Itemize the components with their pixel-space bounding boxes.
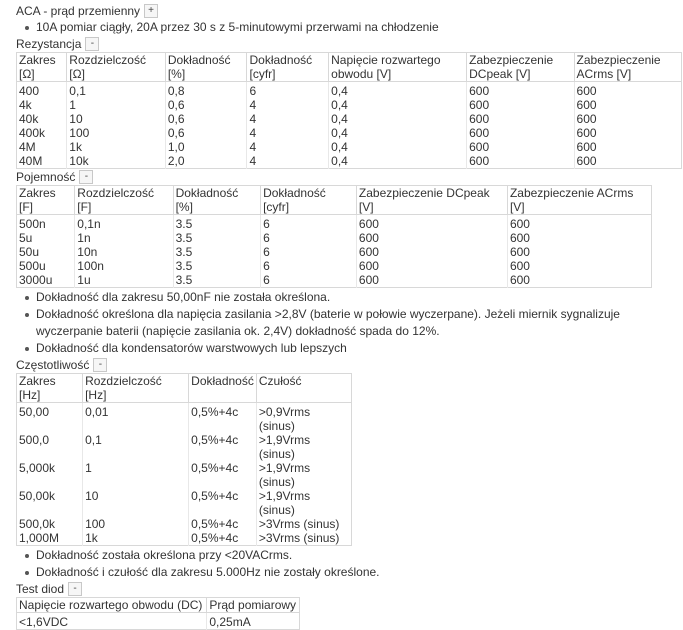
table-cell: 600 — [467, 112, 574, 126]
table-cell: 500u — [19, 259, 46, 273]
table-cell: <1,6VDC — [19, 615, 69, 629]
column-header — [329, 53, 467, 82]
table-cell: 3.5 — [173, 273, 261, 288]
section-title: Test diod — [16, 582, 65, 596]
table-cell: 500,0 — [19, 433, 50, 447]
table-cell: 600 — [574, 140, 681, 154]
table-cell: 0,5%+4c — [189, 489, 257, 517]
table-cell: 600 — [356, 215, 507, 232]
table-cell: 6 — [261, 215, 357, 232]
column-header: Rozdzielczość [Hz] — [83, 374, 189, 403]
note-item: Dokładność dla zakresu 50,00nF nie została określona. — [16, 289, 683, 306]
table-cell: 0,25mA — [207, 613, 300, 630]
table-cell: 0,6 — [165, 112, 247, 126]
table-cell: 0,1 — [83, 433, 189, 461]
table-cell: 600 — [574, 82, 681, 99]
section-test-diod-header — [16, 581, 683, 597]
table-row — [17, 517, 352, 531]
table-cell: 1k — [67, 140, 166, 154]
table-cell: 400k — [19, 126, 46, 140]
table-row — [17, 489, 352, 517]
column-header-line: Zakres — [19, 53, 56, 67]
column-header-line: ACrms [V] — [576, 67, 632, 81]
table-cell: 4 — [247, 98, 329, 112]
collapse-toggle-button[interactable]: - — [68, 582, 82, 596]
table-cell: 50,00 — [19, 405, 50, 419]
table-cell: 600 — [507, 245, 651, 259]
column-header: Zakres [F] — [17, 186, 75, 215]
table-cell: 0,01 — [83, 403, 189, 434]
table-cell: 1u — [75, 273, 173, 288]
column-header — [467, 53, 574, 82]
column-header: Zabezpieczenie ACrms [V] — [507, 186, 651, 215]
table-cell: 1,000M — [19, 531, 60, 545]
column-header-line: [Ω] — [69, 67, 85, 81]
table-row — [17, 403, 352, 434]
table-cell: 600 — [356, 273, 507, 288]
note-item: 10A pomiar ciągły, 20A przez 30 s z 5-minutowymi przerwami na chłodzenie — [16, 19, 683, 36]
table-cell: 600 — [356, 259, 507, 273]
table-cell: 600 — [507, 215, 651, 232]
column-header: Dokładność — [189, 374, 257, 403]
table-row — [17, 231, 652, 245]
column-header — [67, 53, 166, 82]
column-header-line: [Ω] — [19, 67, 35, 81]
column-header-line: Zabezpieczenie — [576, 53, 661, 67]
table-cell: 3.5 — [173, 259, 261, 273]
table-cell: 0,5%+4c — [189, 517, 257, 531]
table-cell: 0,4 — [329, 140, 467, 154]
table-cell: 10n — [75, 245, 173, 259]
table-cell: 100 — [67, 126, 166, 140]
table-cell: 0,4 — [329, 154, 467, 169]
table-cell: 0,4 — [329, 98, 467, 112]
table-cell: 1 — [67, 98, 166, 112]
table-cell: 10k — [67, 154, 166, 169]
column-header-line: Rozdzielczość — [69, 53, 146, 67]
table-cell: 600 — [574, 154, 681, 169]
table-cell: 0,4 — [329, 82, 467, 99]
section-title: ACA - prąd przemienny — [16, 4, 141, 18]
table-row — [17, 215, 652, 232]
table-cell: 10 — [67, 112, 166, 126]
table-cell: 0,5%+4c — [189, 531, 257, 546]
capacitance-table — [16, 185, 652, 288]
note-item: Dokładność określona dla napięcia zasilania >2,8V (baterie w połowie wyczerpane). Jeżeli miernik sygnalizuje wyczerpanie baterii (napięcie zasilania ok. 2,4V) dokładność spada do 12%. — [16, 306, 683, 340]
aca-notes — [16, 19, 683, 36]
table-cell: 0,5%+4c — [189, 433, 257, 461]
table-row — [17, 140, 682, 154]
table-cell: 0,5%+4c — [189, 461, 257, 489]
table-cell: 40k — [19, 112, 39, 126]
column-header: Zakres [Hz] — [17, 374, 83, 403]
column-header: Prąd pomiarowy — [207, 598, 300, 613]
table-row — [17, 245, 652, 259]
column-header: Napięcie rozwartego obwodu (DC) — [17, 598, 207, 613]
table-row — [17, 531, 352, 546]
column-header: Zabezpieczenie DCpeak [V] — [356, 186, 507, 215]
column-header-line: Napięcie rozwartego — [331, 53, 441, 67]
table-cell: 600 — [574, 112, 681, 126]
table-row — [17, 82, 682, 99]
table-cell: 4 — [247, 126, 329, 140]
table-cell: 0,4 — [329, 112, 467, 126]
column-header-line: [%] — [167, 67, 186, 81]
collapse-toggle-button[interactable]: - — [79, 170, 93, 184]
table-cell: 4M — [19, 140, 36, 154]
collapse-toggle-button[interactable]: - — [85, 37, 99, 51]
table-cell: 1k — [83, 531, 189, 546]
column-header-line: Zabezpieczenie — [469, 53, 554, 67]
table-cell: 6 — [261, 259, 357, 273]
expand-toggle-button[interactable]: + — [144, 4, 158, 18]
column-header-line: obwodu [V] — [331, 67, 392, 81]
table-cell: 600 — [356, 231, 507, 245]
table-row — [17, 433, 352, 461]
table-cell: 6 — [261, 231, 357, 245]
resistance-table — [16, 52, 682, 169]
table-cell: 1,0 — [165, 140, 247, 154]
table-cell: 600 — [574, 98, 681, 112]
section-czestotliwosc-header — [16, 357, 683, 373]
table-header-row — [17, 186, 652, 215]
table-row — [17, 98, 682, 112]
table-cell: 500n — [19, 217, 46, 231]
section-title: Częstotliwość — [16, 358, 90, 372]
table-cell: 6 — [261, 273, 357, 288]
table-cell: 600 — [467, 82, 574, 99]
table-cell: 600 — [467, 140, 574, 154]
table-cell: 0,1n — [75, 215, 173, 232]
table-cell: 400 — [19, 84, 40, 98]
table-cell: >1,9Vrms (sinus) — [256, 433, 351, 461]
note-item: Dokładność i czułość dla zakresu 5.000Hz nie zostały określone. — [16, 564, 683, 581]
frequency-notes — [16, 547, 683, 581]
table-cell: 0,6 — [165, 126, 247, 140]
table-row — [17, 259, 652, 273]
table-cell: 600 — [507, 231, 651, 245]
section-rezystancja-header — [16, 36, 683, 52]
table-cell: 40M — [19, 154, 43, 168]
table-row — [17, 273, 652, 288]
table-cell: >1,9Vrms (sinus) — [256, 489, 351, 517]
table-cell: 3.5 — [173, 215, 261, 232]
table-cell: 4k — [19, 98, 32, 112]
diode-test-table — [16, 597, 300, 630]
table-cell: 0,4 — [329, 126, 467, 140]
capacitance-notes — [16, 289, 683, 357]
table-cell: >3Vrms (sinus) — [256, 531, 351, 546]
table-cell: 0,5%+4c — [189, 403, 257, 434]
collapse-toggle-button[interactable]: - — [93, 358, 107, 372]
table-cell: 600 — [467, 126, 574, 140]
column-header — [247, 53, 329, 82]
table-cell: 100n — [75, 259, 173, 273]
column-header: Dokładność [cyfr] — [261, 186, 357, 215]
table-cell: 0,1 — [67, 82, 166, 99]
frequency-table — [16, 373, 352, 546]
table-cell: 5u — [19, 231, 33, 245]
table-cell: >1,9Vrms (sinus) — [256, 461, 351, 489]
section-title: Rezystancja — [16, 37, 82, 51]
table-cell: 3.5 — [173, 245, 261, 259]
column-header: Dokładność [%] — [173, 186, 261, 215]
table-cell: 3.5 — [173, 231, 261, 245]
column-header-line: [cyfr] — [249, 67, 276, 81]
table-cell: 50u — [19, 245, 40, 259]
table-cell: >0,9Vrms (sinus) — [256, 403, 351, 434]
column-header-line: Dokładność — [249, 53, 313, 67]
column-header: Rozdzielczość [F] — [75, 186, 173, 215]
section-pojemnosc-header — [16, 169, 683, 185]
table-cell: 4 — [247, 154, 329, 169]
column-header: Czułość — [256, 374, 351, 403]
table-cell: 4 — [247, 140, 329, 154]
column-header — [574, 53, 681, 82]
table-cell: 4 — [247, 112, 329, 126]
table-cell: 6 — [247, 82, 329, 99]
table-cell: 2,0 — [165, 154, 247, 169]
table-row — [17, 461, 352, 489]
table-cell: 600 — [507, 273, 651, 288]
table-cell: 600 — [467, 98, 574, 112]
table-cell: 0,8 — [165, 82, 247, 99]
table-row — [17, 126, 682, 140]
table-header-row — [17, 53, 682, 82]
table-row — [17, 613, 300, 630]
table-cell: 600 — [574, 126, 681, 140]
table-cell: 100 — [83, 517, 189, 531]
table-cell: 600 — [507, 259, 651, 273]
column-header-line: DCpeak [V] — [469, 67, 531, 81]
table-cell: 500,0k — [19, 517, 56, 531]
column-header-line: Dokładność — [167, 53, 231, 67]
table-cell: >3Vrms (sinus) — [256, 517, 351, 531]
table-row — [17, 154, 682, 169]
table-header-row — [17, 598, 300, 613]
table-cell: 600 — [356, 245, 507, 259]
section-aca-header — [16, 3, 683, 19]
table-cell: 1 — [83, 461, 189, 489]
table-cell: 50,00k — [19, 489, 56, 503]
table-cell: 5,000k — [19, 461, 56, 475]
column-header — [165, 53, 247, 82]
table-cell: 10 — [83, 489, 189, 517]
table-cell: 6 — [261, 245, 357, 259]
table-header-row — [17, 374, 352, 403]
note-item: Dokładność dla kondensatorów warstwowych lub lepszych — [16, 340, 683, 357]
table-cell: 3000u — [19, 273, 53, 287]
table-row — [17, 112, 682, 126]
column-header — [17, 53, 67, 82]
table-cell: 1n — [75, 231, 173, 245]
table-cell: 0,6 — [165, 98, 247, 112]
note-item: Dokładność została określona przy <20VACrms. — [16, 547, 683, 564]
section-title: Pojemność — [16, 170, 76, 184]
table-cell: 600 — [467, 154, 574, 169]
